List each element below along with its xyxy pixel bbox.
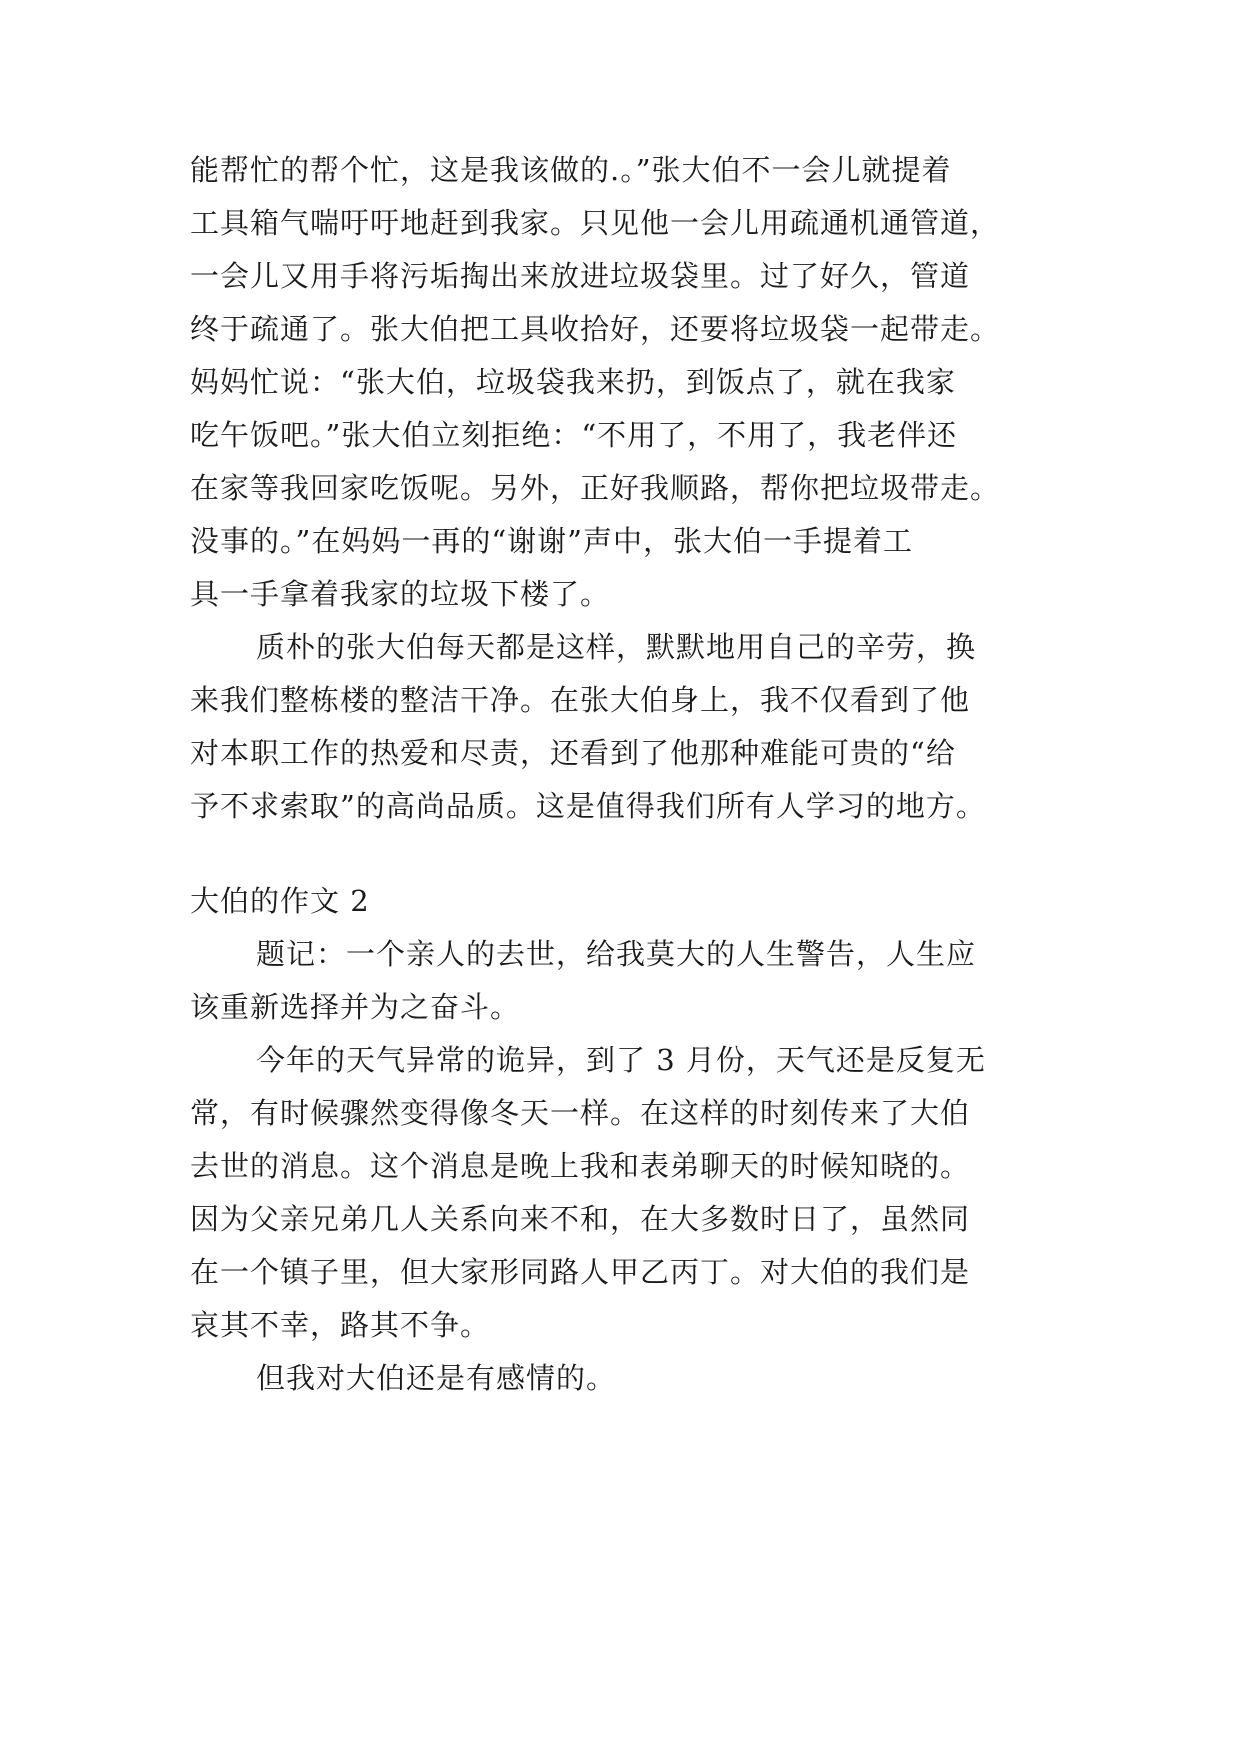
text-line: 去世的消息。这个消息是晚上我和表弟聊天的时候知晓的。 [190,1149,971,1183]
text-line: 吃午饭吧。”张大伯立刻拒绝：“不用了，不用了，我老伴还 [190,418,958,452]
text-line: 没事的。”在妈妈一再的“谢谢”声中，张大伯一手提着工 [190,524,913,558]
text-line: 在家等我回家吃饭呢。另外，正好我顺路，帮你把垃圾带走。 [190,471,1001,505]
text-line: 妈妈忙说：“张大伯，垃圾袋我来扔，到饭点了，就在我家 [190,365,956,399]
text-line: 哀其不幸，路其不争。 [190,1308,491,1342]
text-line: 一会儿又用手将污垢掏出来放进垃圾袋里。过了好久，管道 [190,259,971,293]
text-line: 因为父亲兄弟几人关系向来不和，在大多数时日了，虽然同 [190,1202,971,1236]
text-line: 工具箱气喘吁吁地赶到我家。只见他一会儿用疏通机通管道， [190,206,1001,240]
text-line: 常，有时候骤然变得像冬天一样。在这样的时刻传来了大伯 [190,1096,971,1130]
text-line: 在一个镇子里，但大家形同路人甲乙丙丁。对大伯的我们是 [190,1255,971,1289]
section-heading: 大伯的作文 2 [190,884,370,918]
text-line: 该重新选择并为之奋斗。 [190,990,521,1024]
text-line: 但我对大伯还是有感情的。 [256,1361,617,1395]
text-line: 题记：一个亲人的去世，给我莫大的人生警告，人生应 [256,937,977,971]
text-line: 予不求索取”的高尚品质。这是值得我们所有人学习的地方。 [190,789,986,823]
text-line: 对本职工作的热爱和尽责，还看到了他那种难能可贵的“给 [190,736,956,770]
text-line: 能帮忙的帮个忙，这是我该做的.。”张大伯不一会儿就提着 [190,153,952,187]
text-line: 具一手拿着我家的垃圾下楼了。 [190,577,611,611]
text-line: 质朴的张大伯每天都是这样，默默地用自己的辛劳，换 [256,630,977,664]
text-line: 来我们整栋楼的整洁干净。在张大伯身上，我不仅看到了他 [190,683,971,717]
text-line: 终于疏通了。张大伯把工具收拾好，还要将垃圾袋一起带走。 [190,312,1001,346]
text-line: 今年的天气异常的诡异，到了 3 月份，天气还是反复无 [256,1043,986,1077]
